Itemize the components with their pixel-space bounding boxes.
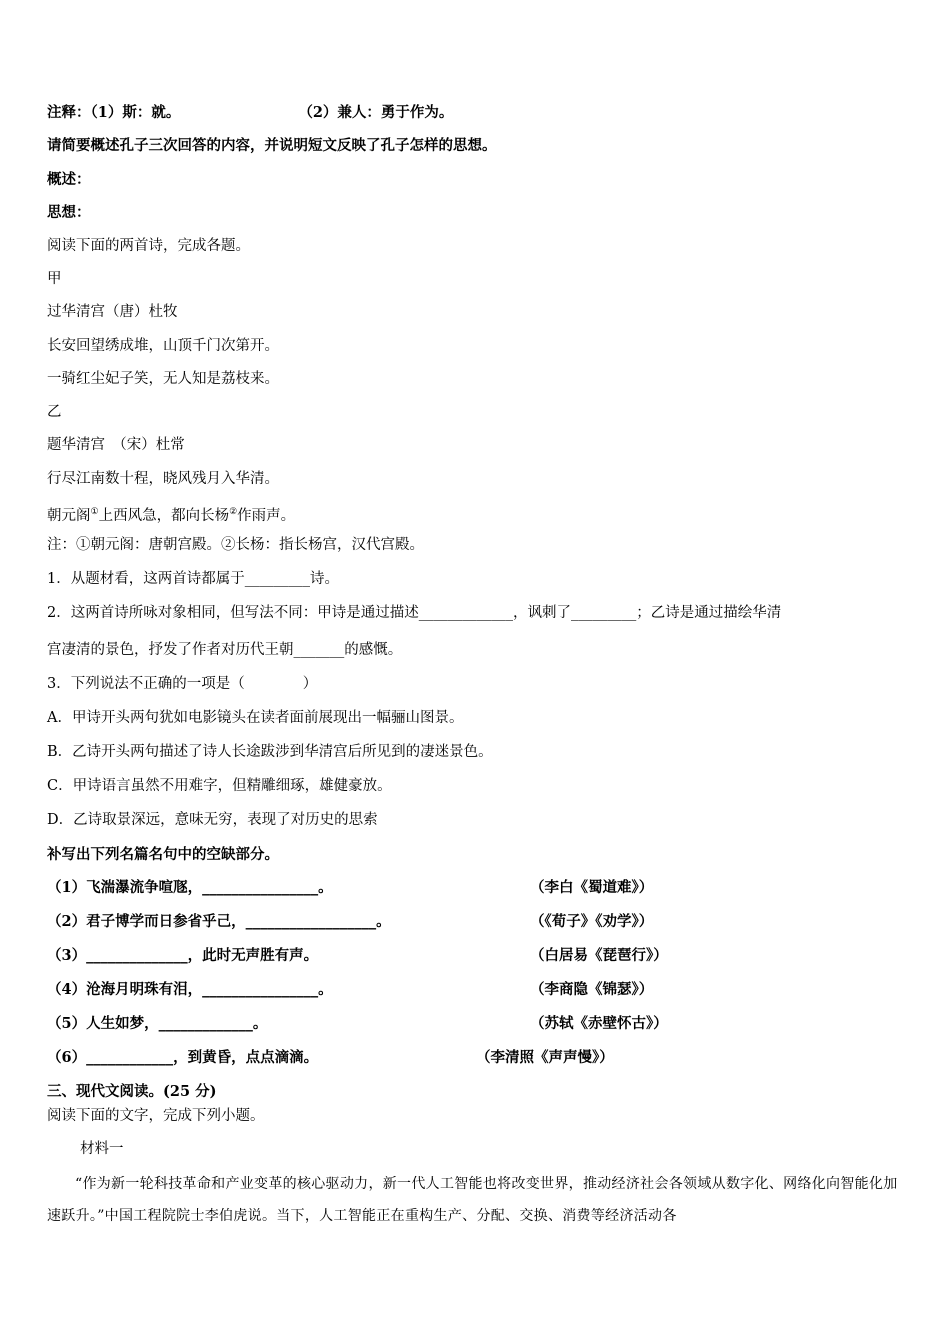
poem-intro: 阅读下面的两首诗，完成各题。 — [47, 238, 250, 254]
fill-item-4: （4）沧海月明珠有泪，________________。 — [47, 981, 333, 998]
poem-b-line2-a: 朝元阁 — [47, 507, 91, 524]
fill-item-1: （1）飞湍瀑流争喧豗，________________。 — [47, 879, 333, 896]
footnote-mark-2: ② — [229, 507, 238, 517]
fill-title: 补写出下列名篇名句中的空缺部分。 — [47, 846, 279, 863]
question-1: 1．从题材看，这两首诗都属于_________诗。 — [47, 571, 339, 587]
poem-b-line2 — [47, 502, 295, 526]
fill-item-5: （5）人生如梦，_____________。 — [47, 1015, 268, 1032]
fill-item-6: （6）____________，到黄昏，点点滴滴。 — [47, 1049, 319, 1066]
fill-source-3: （白居易《琵琶行》） — [530, 947, 668, 964]
poem-a-line2: 一骑红尘妃子笑，无人知是荔枝来。 — [47, 371, 279, 387]
poem-a-mark: 甲 — [47, 271, 62, 287]
fill-source-1: （李白《蜀道难》） — [530, 879, 654, 896]
section3-title: 三、现代文阅读。(25 分) — [47, 1083, 217, 1100]
notes-line — [47, 103, 453, 123]
thought-label: 思想： — [47, 204, 91, 221]
poem-b-title: 题华清宫 （宋）杜常 — [47, 437, 185, 453]
poem-note: 注：①朝元阁：唐朝宫殿。②长杨：指长杨宫，汉代宫殿。 — [47, 537, 424, 553]
footnote-mark-1: ① — [90, 507, 99, 517]
section3-intro: 阅读下面的文字，完成下列小题。 — [47, 1108, 265, 1124]
notes-label: 注释： — [47, 104, 91, 121]
question-3: 3．下列说法不正确的一项是（ ） — [47, 676, 318, 692]
fill-item-3: （3）______________，此时无声胜有声。 — [47, 947, 319, 964]
fill-source-5: （苏轼《赤壁怀古》） — [530, 1015, 668, 1032]
fill-source-6: （李清照《声声慢》） — [476, 1049, 614, 1066]
note-2: （2）兼人：勇于作为。 — [298, 104, 454, 121]
question-confucius: 请简要概述孔子三次回答的内容，并说明短文反映了孔子怎样的思想。 — [47, 137, 497, 154]
material1-label: 材料一 — [80, 1141, 124, 1157]
fill-item-2: （2）君子博学而日参省乎己，__________________。 — [47, 913, 391, 930]
note-1: （1）斯：就。 — [90, 104, 181, 121]
question-2-line2: 宫凄清的景色，抒发了作者对历代王朝_______的感慨。 — [47, 642, 403, 658]
summary-label: 概述： — [47, 171, 91, 188]
option-d: D．乙诗取景深远，意味无穷，表现了对历史的思索 — [47, 812, 378, 828]
fill-source-4: （李商隐《锦瑟》） — [530, 981, 654, 998]
poem-b-line2-c: 作雨声。 — [237, 507, 296, 524]
option-b: B．乙诗开头两句描述了诗人长途跋涉到华清宫后所见到的凄迷景色。 — [47, 744, 493, 760]
option-a: A．甲诗开头两句犹如电影镜头在读者面前展现出一幅骊山图景。 — [47, 710, 464, 726]
question-2-line1: 2．这两首诗所咏对象相同，但写法不同：甲诗是通过描述_____________，讽刺了_________；乙诗是通过描绘华清 — [47, 605, 782, 621]
poem-b-line1: 行尽江南数十程，晓风残月入华清。 — [47, 471, 279, 487]
poem-a-title: 过华清宫（唐）杜牧 — [47, 304, 178, 320]
material1-paragraph: “作为新一轮科技革命和产业变革的核心驱动力，新一代人工智能也将改变世界，推动经济社会各领域从数字化、网络化向智能化加速跃升。”中国工程院院士李伯虎说。当下，人工智能正在重构生产、分配、交换、消费等经济活动各 — [47, 1176, 898, 1224]
option-c: C．甲诗语言虽然不用难字，但精雕细琢，雄健豪放。 — [47, 778, 392, 794]
fill-source-2: （《荀子》《劝学》） — [530, 913, 654, 930]
poem-b-line2-b: 上西风急，都向长杨 — [98, 507, 230, 524]
poem-a-line1: 长安回望绣成堆，山顶千门次第开。 — [47, 338, 279, 354]
poem-b-mark: 乙 — [47, 404, 62, 420]
